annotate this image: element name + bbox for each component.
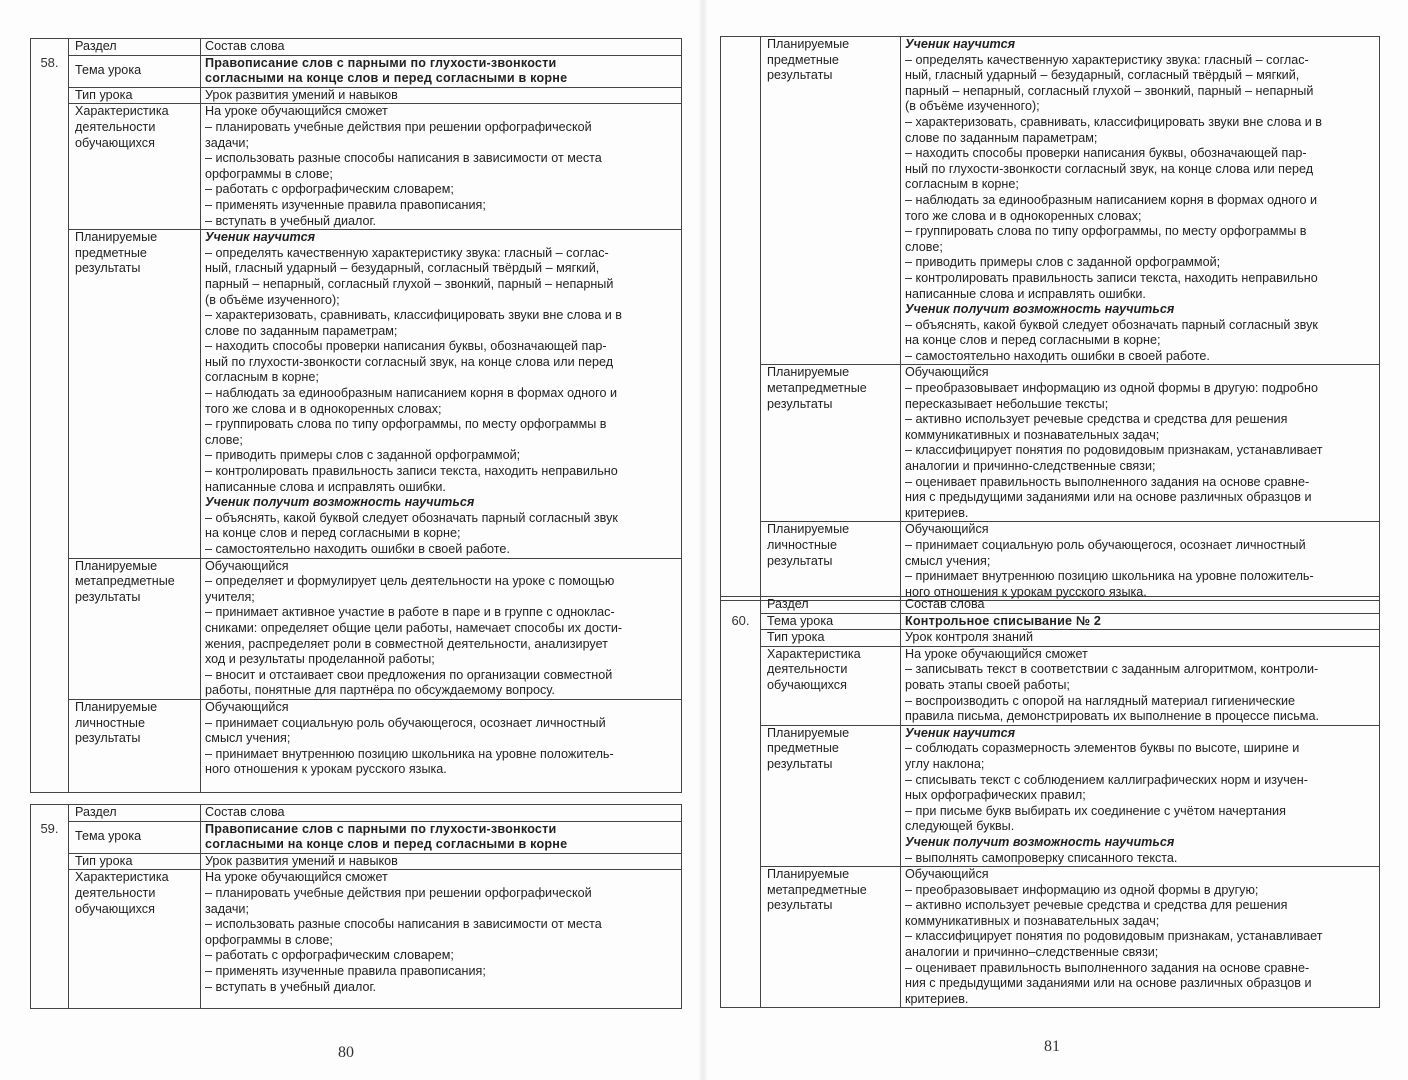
subheading: Ученик научится bbox=[905, 725, 1015, 740]
text-line: Обучающийся bbox=[905, 522, 989, 537]
text-line: – классифицирует понятия по родовидовым признакам, устанавливает bbox=[905, 929, 1323, 944]
label-meta-results bbox=[69, 558, 201, 699]
label-characteristic bbox=[761, 646, 901, 725]
value-meta-results bbox=[901, 867, 1380, 1008]
text-line: – вступать в учебный диалог. bbox=[205, 979, 377, 994]
text-line: жения, распределяет роли в совместной деятельности, анализирует bbox=[205, 636, 608, 651]
text-line: метапредметные bbox=[767, 882, 867, 897]
text-line: – применять изученные правила правописания; bbox=[205, 197, 486, 212]
text-line: – преобразовывает информацию из одной формы в другую; bbox=[905, 882, 1259, 897]
value-tip: Урок контроля знаний bbox=[901, 630, 1380, 647]
text-line: ния с предыдущими заданиями или на основе различных образцов и bbox=[905, 976, 1312, 991]
label-characteristic bbox=[69, 104, 201, 230]
value-tip: Урок развития умений и навыков bbox=[201, 87, 682, 104]
lesson-number: 59. bbox=[31, 805, 69, 1009]
text-line: – планировать учебные действия при решении орфографической bbox=[205, 119, 592, 134]
text-line: Планируемые bbox=[767, 522, 850, 537]
text-line: учителя; bbox=[205, 589, 255, 604]
text-line: – вступать в учебный диалог. bbox=[205, 213, 377, 228]
text-line: орфограммы в слове; bbox=[205, 166, 333, 181]
row-razdel bbox=[721, 597, 1380, 614]
text-line: – наблюдать за единообразным написанием корня в формах одного и bbox=[205, 386, 618, 401]
text-line: – принимает внутреннюю позицию школьника на уровне положитель- bbox=[905, 569, 1314, 584]
row-personal-results bbox=[31, 699, 682, 792]
subheading: Ученик научится bbox=[905, 37, 1015, 51]
value-tip: Урок развития умений и навыков bbox=[201, 853, 682, 870]
value-characteristic bbox=[201, 104, 682, 230]
text-line: результаты bbox=[767, 898, 833, 913]
value-subject-results bbox=[901, 725, 1380, 866]
text-line: коммуникативных и познавательных задач; bbox=[905, 913, 1160, 928]
text-line: – классифицирует понятия по родовидовым признакам, устанавливает bbox=[905, 443, 1323, 458]
text-line: результаты bbox=[767, 68, 833, 83]
text-line: написанные слова и исправлять ошибки. bbox=[205, 479, 446, 494]
text-line: слове; bbox=[905, 239, 943, 254]
label-tip: Тип урока bbox=[69, 87, 201, 104]
text-line: пересказывает небольшие тексты; bbox=[905, 396, 1109, 411]
text-line: Характеристика bbox=[75, 870, 169, 885]
text-line: Характеристика bbox=[767, 646, 861, 661]
text-line: – объяснять, какой буквой следует обозначать парный согласный звук bbox=[205, 510, 618, 525]
text-line: предметные bbox=[75, 245, 147, 260]
value-personal-results bbox=[901, 522, 1380, 601]
text-line: На уроке обучающийся сможет bbox=[205, 870, 388, 885]
text-line: предметные bbox=[767, 741, 839, 756]
text-line: на конце слов и перед согласными в корне; bbox=[205, 526, 461, 541]
text-line: Планируемые bbox=[767, 365, 850, 380]
label-razdel: Раздел bbox=[69, 39, 201, 56]
page-number: 80 bbox=[338, 1044, 354, 1061]
text-line: – преобразовывает информацию из одной формы в другую: подробно bbox=[905, 381, 1318, 396]
text-line: углу наклона; bbox=[905, 756, 985, 771]
text-line: коммуникативных и познавательных задач; bbox=[905, 427, 1160, 442]
label-personal-results bbox=[69, 699, 201, 792]
row-meta-results bbox=[721, 365, 1380, 522]
text-line: (в объёме изученного); bbox=[205, 292, 340, 307]
label-meta-results bbox=[761, 867, 901, 1008]
text-line: ход и результаты проделанной работы; bbox=[205, 652, 435, 667]
text-line: согласным в корне; bbox=[905, 177, 1019, 192]
page-number: 81 bbox=[1044, 1038, 1060, 1055]
text-line: Обучающийся bbox=[905, 867, 989, 882]
value-subject-results bbox=[201, 230, 682, 558]
text-line: обучающихся bbox=[75, 901, 155, 916]
text-line: (в объёме изученного); bbox=[905, 99, 1040, 114]
text-line: слове по заданным параметрам; bbox=[205, 323, 398, 338]
text-line: ного отношения к урокам русского языка. bbox=[905, 584, 1147, 599]
text-line: – наблюдать за единообразным написанием корня в формах одного и bbox=[905, 192, 1318, 207]
row-subject-results bbox=[721, 725, 1380, 866]
text-line: орфограммы в слове; bbox=[205, 932, 333, 947]
tema-line: Правописание слов с парными по глухости-звонкости bbox=[205, 55, 557, 70]
lesson-table-58 bbox=[30, 38, 682, 793]
text-line: Обучающийся bbox=[205, 699, 289, 714]
text-line: – находить способы проверки написания буквы, обозначающей пар- bbox=[905, 146, 1307, 161]
text-line: Планируемые bbox=[75, 230, 158, 245]
tema-line: согласными на конце слов и перед согласными в корне bbox=[205, 71, 568, 86]
row-razdel bbox=[31, 39, 682, 56]
lesson-table-60 bbox=[720, 596, 1380, 1008]
label-tema: Тема урока bbox=[69, 55, 201, 87]
row-razdel bbox=[31, 805, 682, 822]
text-line: критериев. bbox=[905, 991, 969, 1006]
text-line: ровать этапы своей работы; bbox=[905, 677, 1070, 692]
page-80 bbox=[0, 0, 700, 1080]
text-line: ный, гласный ударный – безударный, согласный твёрдый – мягкий, bbox=[905, 68, 1300, 83]
row-tip bbox=[31, 87, 682, 104]
text-line: слове; bbox=[205, 432, 243, 447]
row-tip bbox=[31, 853, 682, 870]
text-line: – использовать разные способы написания в зависимости от места bbox=[205, 151, 602, 166]
text-line: задачи; bbox=[205, 135, 249, 150]
text-line: На уроке обучающийся сможет bbox=[905, 646, 1088, 661]
label-subject-results bbox=[761, 725, 901, 866]
lesson-table-59-continued bbox=[720, 36, 1380, 601]
text-line: Планируемые bbox=[767, 725, 850, 740]
text-line: – применять изученные правила правописания; bbox=[205, 963, 486, 978]
value-meta-results bbox=[901, 365, 1380, 522]
label-tip: Тип урока bbox=[69, 853, 201, 870]
text-line: – оценивает правильность выполненного задания на основе сравне- bbox=[905, 474, 1310, 489]
text-line: – группировать слова по типу орфограммы, по месту орфограммы в bbox=[205, 417, 607, 432]
text-line: согласным в корне; bbox=[205, 370, 319, 385]
row-tip bbox=[721, 630, 1380, 647]
text-line: Обучающийся bbox=[205, 558, 289, 573]
row-subject-results bbox=[31, 230, 682, 558]
page-81 bbox=[704, 0, 1408, 1080]
text-line: – определять качественную характеристику звука: гласный – соглас- bbox=[905, 52, 1309, 67]
label-characteristic bbox=[69, 870, 201, 1009]
value-characteristic bbox=[201, 870, 682, 1009]
text-line: ных орфографических правил; bbox=[905, 788, 1086, 803]
text-line: – находить способы проверки написания буквы, обозначающей пар- bbox=[205, 339, 607, 354]
text-line: – вносит и отстаивает свои предложения по организации совместной bbox=[205, 667, 613, 682]
row-subject-results bbox=[721, 37, 1380, 365]
text-line: личностные bbox=[75, 715, 145, 730]
text-line: предметные bbox=[767, 52, 839, 67]
text-line: аналогии и причинно–следственные связи; bbox=[905, 945, 1159, 960]
text-line: парный – непарный, согласный глухой – звонкий, парный – непарный bbox=[205, 276, 614, 291]
text-line: следующей буквы. bbox=[905, 819, 1015, 834]
value-subject-results bbox=[901, 37, 1380, 365]
text-line: – использовать разные способы написания в зависимости от места bbox=[205, 917, 602, 932]
text-line: результаты bbox=[75, 589, 141, 604]
text-line: – активно использует речевые средства и средства для решения bbox=[905, 898, 1288, 913]
subheading: Ученик научится bbox=[205, 230, 315, 245]
text-line: – принимает социальную роль обучающегося, осознает личностный bbox=[905, 538, 1306, 552]
label-subject-results bbox=[69, 230, 201, 558]
text-line: – при письме букв выбирать их соединение с учётом начертания bbox=[905, 803, 1286, 818]
text-line: обучающихся bbox=[75, 135, 155, 150]
text-line: – объяснять, какой буквой следует обозначать парный согласный звук bbox=[905, 317, 1318, 332]
row-characteristic bbox=[31, 104, 682, 230]
value-personal-results bbox=[201, 699, 682, 792]
value-razdel: Состав слова bbox=[901, 597, 1380, 614]
row-tema bbox=[31, 821, 682, 853]
row-tema bbox=[721, 613, 1380, 630]
text-line: ния с предыдущими заданиями или на основе различных образцов и bbox=[905, 490, 1312, 505]
text-line: задачи; bbox=[205, 901, 249, 916]
text-line: На уроке обучающийся сможет bbox=[205, 104, 388, 119]
row-personal-results bbox=[721, 522, 1380, 601]
row-meta-results bbox=[31, 558, 682, 699]
value-characteristic bbox=[901, 646, 1380, 725]
text-line: – принимает социальную роль обучающегося, осознает личностный bbox=[205, 715, 606, 730]
text-line: критериев. bbox=[905, 505, 969, 520]
text-line: Характеристика bbox=[75, 104, 169, 119]
text-line: на конце слов и перед согласными в корне; bbox=[905, 333, 1161, 348]
label-meta-results bbox=[761, 365, 901, 522]
text-line: – приводить примеры слов с заданной орфограммой; bbox=[905, 255, 1221, 270]
lesson-table-59 bbox=[30, 804, 682, 1009]
text-line: сниками: определяет общие цели работы, намечает способы их дости- bbox=[205, 620, 623, 635]
text-line: слове по заданным параметрам; bbox=[905, 130, 1098, 145]
text-line: ного отношения к урокам русского языка. bbox=[205, 762, 447, 777]
text-line: – самостоятельно находить ошибки в своей работе. bbox=[905, 348, 1210, 363]
text-line: – активно использует речевые средства и средства для решения bbox=[905, 412, 1288, 427]
text-line: – характеризовать, сравнивать, классифицировать звуки вне слова и в bbox=[205, 308, 622, 323]
tema-line: согласными на конце слов и перед согласными в корне bbox=[205, 837, 568, 852]
text-line: Планируемые bbox=[75, 699, 158, 714]
text-line: написанные слова и исправлять ошибки. bbox=[905, 286, 1146, 301]
row-meta-results bbox=[721, 867, 1380, 1008]
text-line: – принимает активное участие в работе в паре и в группе с одноклас- bbox=[205, 605, 615, 620]
text-line: – группировать слова по типу орфограммы, по месту орфограммы в bbox=[905, 224, 1307, 239]
text-line: – принимает внутреннюю позицию школьника на уровне положитель- bbox=[205, 746, 614, 761]
row-characteristic bbox=[721, 646, 1380, 725]
row-tema bbox=[31, 55, 682, 87]
text-line: – записывать текст в соответствии с заданным алгоритмом, контроли- bbox=[905, 662, 1319, 677]
text-line: результаты bbox=[75, 261, 141, 276]
text-line: аналогии и причинно-следственные связи; bbox=[905, 459, 1156, 474]
value-tema bbox=[201, 821, 682, 853]
text-line: результаты bbox=[767, 396, 833, 411]
label-razdel: Раздел bbox=[761, 597, 901, 614]
text-line: ный по глухости-звонкости согласный звук, на конце слова или перед bbox=[205, 354, 614, 369]
text-line: – оценивает правильность выполненного задания на основе сравне- bbox=[905, 960, 1310, 975]
text-line: – списывать текст с соблюдением каллиграфических норм и изучен- bbox=[905, 772, 1308, 787]
subheading: Ученик получит возможность научиться bbox=[905, 834, 1175, 849]
value-razdel: Состав слова bbox=[201, 39, 682, 56]
text-line: результаты bbox=[767, 553, 833, 568]
lesson-number: 58. bbox=[31, 39, 69, 793]
label-tip: Тип урока bbox=[761, 630, 901, 647]
text-line: Планируемые bbox=[767, 867, 850, 882]
subheading: Ученик получит возможность научиться bbox=[205, 495, 475, 510]
text-line: – характеризовать, сравнивать, классифицировать звуки вне слова и в bbox=[905, 114, 1322, 129]
text-line: – выполнять самопроверку списанного текста. bbox=[905, 850, 1178, 865]
text-line: того же слова и в однокоренных словах; bbox=[205, 401, 442, 416]
label-subject-results bbox=[761, 37, 901, 365]
text-line: – самостоятельно находить ошибки в своей работе. bbox=[205, 542, 510, 556]
text-line: правила письма, демонстрировать их выполнение в процессе письма. bbox=[905, 709, 1319, 724]
text-line: – приводить примеры слов с заданной орфограммой; bbox=[205, 448, 521, 463]
text-line: обучающихся bbox=[767, 677, 847, 692]
text-line: ный по глухости-звонкости согласный звук, на конце слова или перед bbox=[905, 161, 1314, 176]
lesson-number-empty bbox=[721, 37, 761, 601]
text-line: ный, гласный ударный – безударный, согласный твёрдый – мягкий, bbox=[205, 261, 600, 276]
label-personal-results bbox=[761, 522, 901, 601]
text-line: – планировать учебные действия при решении орфографической bbox=[205, 885, 592, 900]
value-tema bbox=[201, 55, 682, 87]
text-line: результаты bbox=[767, 756, 833, 771]
subheading: Ученик получит возможность научиться bbox=[905, 302, 1175, 317]
text-line: Обучающийся bbox=[905, 365, 989, 380]
label-tema: Тема урока bbox=[69, 821, 201, 853]
label-tema: Тема урока bbox=[761, 613, 901, 630]
value-tema: Контрольное списывание № 2 bbox=[901, 613, 1380, 630]
tema-line: Правописание слов с парными по глухости-звонкости bbox=[205, 821, 557, 836]
text-line: – контролировать правильность записи текста, находить неправильно bbox=[905, 270, 1318, 285]
value-razdel: Состав слова bbox=[201, 805, 682, 822]
text-line: Планируемые bbox=[75, 558, 158, 573]
text-line: – работать с орфографическим словарем; bbox=[205, 948, 454, 963]
text-line: парный – непарный, согласный глухой – звонкий, парный – непарный bbox=[905, 83, 1314, 98]
text-line: смысл учения; bbox=[205, 731, 291, 746]
text-line: деятельности bbox=[767, 662, 848, 677]
text-line: – определяет и формулирует цель деятельности на уроке с помощью bbox=[205, 574, 615, 589]
text-line: метапредметные bbox=[75, 574, 175, 589]
text-line: того же слова и в однокоренных словах; bbox=[905, 208, 1142, 223]
text-line: деятельности bbox=[75, 119, 156, 134]
text-line: – соблюдать соразмерность элементов буквы по высоте, ширине и bbox=[905, 741, 1300, 756]
text-line: результаты bbox=[75, 731, 141, 746]
text-line: работы, понятные для партнёра по обсуждаемому вопросу. bbox=[205, 683, 555, 698]
text-line: личностные bbox=[767, 538, 837, 552]
text-line: смысл учения; bbox=[905, 553, 991, 568]
text-line: – воспроизводить с опорой на наглядный материал гигиенические bbox=[905, 693, 1295, 708]
value-meta-results bbox=[201, 558, 682, 699]
label-razdel: Раздел bbox=[69, 805, 201, 822]
text-line: – определять качественную характеристику звука: гласный – соглас- bbox=[205, 245, 609, 260]
text-line: метапредметные bbox=[767, 381, 867, 396]
text-line: – работать с орфографическим словарем; bbox=[205, 182, 454, 197]
text-line: Планируемые bbox=[767, 37, 850, 51]
row-characteristic bbox=[31, 870, 682, 1009]
text-line: деятельности bbox=[75, 885, 156, 900]
lesson-number: 60. bbox=[721, 597, 761, 1008]
text-line: – контролировать правильность записи текста, находить неправильно bbox=[205, 464, 618, 479]
